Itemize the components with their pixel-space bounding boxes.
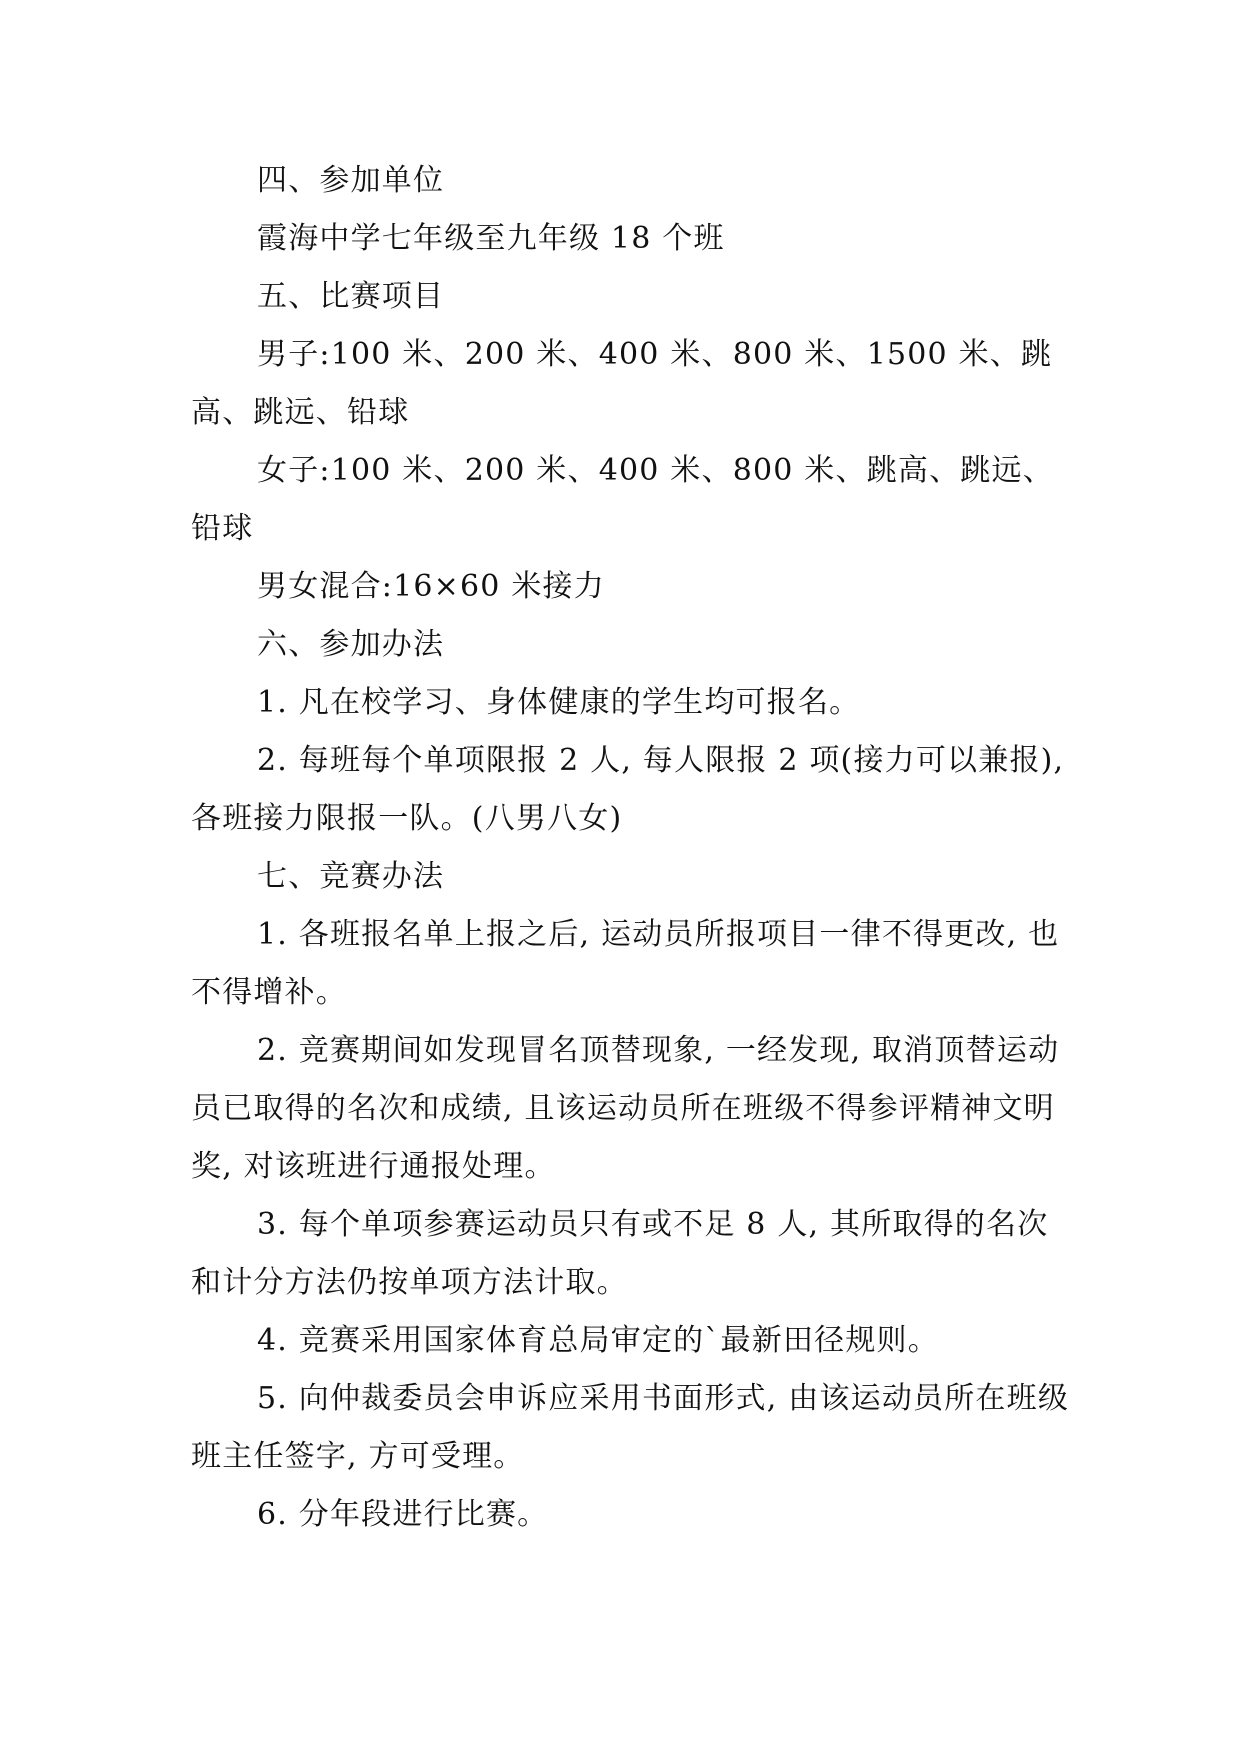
events-mixed: 男女混合:16×60 米接力 <box>257 569 605 604</box>
section-heading-registration: 六、参加办法 <box>257 627 445 662</box>
section-heading-participants: 四、参加单位 <box>257 163 445 198</box>
section-heading-events: 五、比赛项目 <box>257 279 445 314</box>
competition-item-3: 3. 每个单项参赛运动员只有或不足 8 人, 其所取得的名次和计分方法仍按单项方法计取。 <box>191 1207 1049 1300</box>
events-women: 女子:100 米、200 米、400 米、800 米、跳高、跳远、铅球 <box>191 453 1054 546</box>
registration-item-1: 1. 凡在校学习、身体健康的学生均可报名。 <box>257 685 861 720</box>
document-body <box>191 152 1076 1544</box>
competition-item-1: 1. 各班报名单上报之后, 运动员所报项目一律不得更改, 也不得增补。 <box>191 917 1060 1010</box>
registration-item-2: 2. 每班每个单项限报 2 人, 每人限报 2 项(接力可以兼报), 各班接力限报一队。(八男八女) <box>191 743 1065 836</box>
section-heading-competition: 七、竞赛办法 <box>257 859 445 894</box>
competition-item-4: 4. 竞赛采用国家体育总局审定的`最新田径规则。 <box>257 1323 939 1358</box>
competition-item-2: 2. 竞赛期间如发现冒名顶替现象, 一经发现, 取消顶替运动员已取得的名次和成绩, 且该运动员所在班级不得参评精神文明奖, 对该班进行通报处理。 <box>191 1033 1060 1184</box>
competition-item-5: 5. 向仲裁委员会申诉应采用书面形式, 由该运动员所在班级班主任签字, 方可受理。 <box>191 1381 1070 1474</box>
competition-item-6: 6. 分年段进行比赛。 <box>257 1497 549 1532</box>
events-men: 男子:100 米、200 米、400 米、800 米、1500 米、跳高、跳远、铅球 <box>191 337 1053 430</box>
participants-text: 霞海中学七年级至九年级 18 个班 <box>257 221 725 256</box>
